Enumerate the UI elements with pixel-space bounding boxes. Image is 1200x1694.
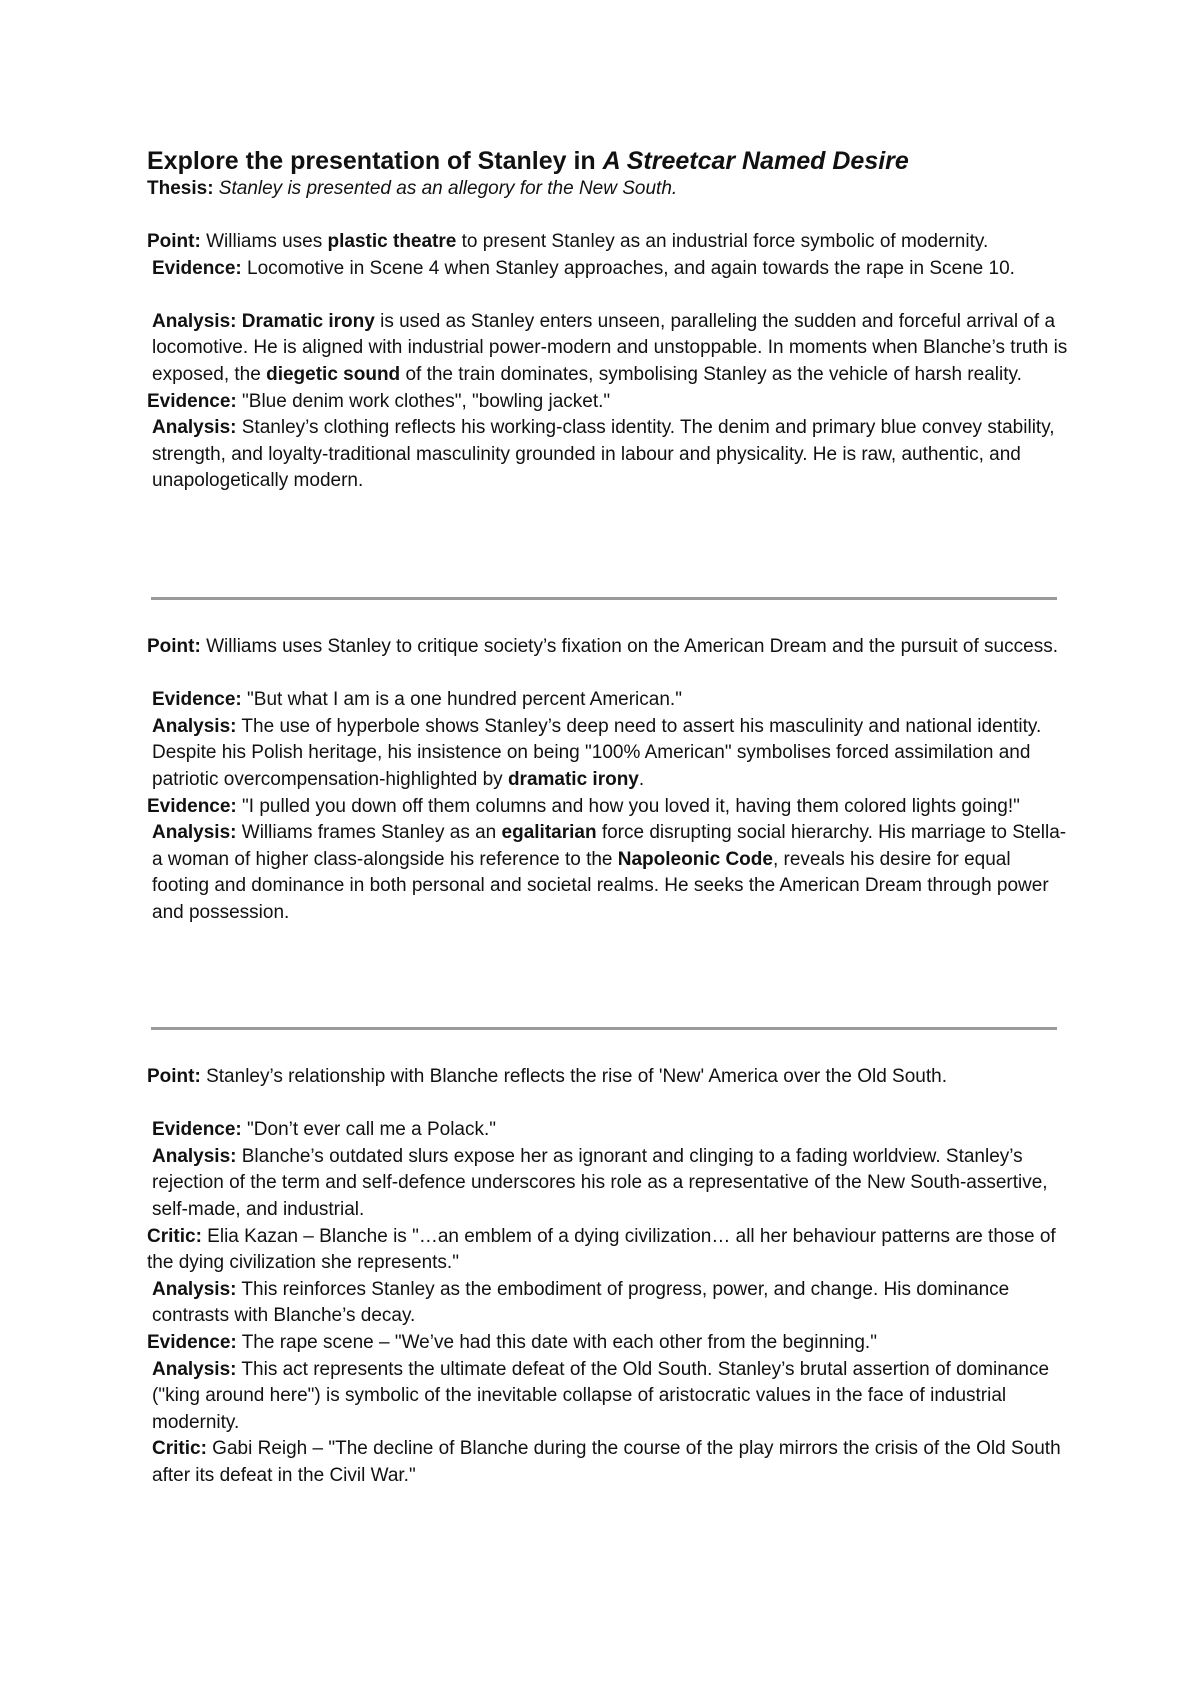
evidence-text: The rape scene – "We’ve had this date with each other from the beginning." xyxy=(236,1331,877,1353)
section3-analysis-3 xyxy=(147,1357,1068,1437)
section-divider xyxy=(151,597,1057,600)
section2-analysis-1 xyxy=(147,714,1068,794)
thesis-label: Thesis: xyxy=(147,178,214,199)
essay-title xyxy=(147,144,1077,178)
evidence-label: Evidence: xyxy=(152,1119,242,1141)
point-text: Stanley’s relationship with Blanche reflects the rise of 'New' America over the Old South. xyxy=(200,1066,947,1087)
analysis-label: Analysis: xyxy=(152,1145,237,1167)
analysis-text: . xyxy=(638,768,645,790)
analysis-text: force disrupting social hierarchy. His marriage to Stella-a woman of higher class-alongside his reference to the xyxy=(152,822,1067,870)
section-1 xyxy=(147,229,1068,495)
section-divider xyxy=(151,1027,1057,1030)
section3-evidence-2 xyxy=(147,1330,1068,1357)
analysis-label: Analysis: xyxy=(152,1358,237,1380)
evidence-label: Evidence: xyxy=(147,1331,237,1353)
evidence-text: "Don’t ever call me a Polack." xyxy=(241,1119,497,1141)
analysis-label: Analysis: xyxy=(152,417,237,439)
analysis-text: Stanley’s clothing reflects his working-class identity. The denim and primary blue convey stability, strength, and loyalty-traditional masculinity grounded in labour and physicality. He is raw, authentic, and unapologetically modern. xyxy=(152,417,1055,492)
section3-analysis-1 xyxy=(147,1144,1068,1224)
analysis-label: Analysis: xyxy=(152,1278,237,1300)
analysis-text: , reveals his desire for equal footing and dominance in both personal and societal realms. He seeks the American Dream through power and possession. xyxy=(152,848,1049,923)
critic-label: Critic: xyxy=(147,1225,202,1247)
analysis-text: of the train dominates, symbolising Stanley as the vehicle of harsh reality. xyxy=(400,363,1022,385)
point-label: Point: xyxy=(147,231,201,252)
analysis-text: Blanche’s outdated slurs expose her as ignorant and clinging to a fading worldview. Stanley’s rejection of the term and self-defence underscores his role as a representative of the New South-assertive, self-made, and industrial. xyxy=(152,1145,1048,1220)
analysis-bold-term: Napoleonic Code xyxy=(617,848,773,870)
thesis-text: Stanley is presented as an allegory for the New South. xyxy=(213,178,678,199)
section1-evidence-1 xyxy=(147,256,1068,283)
analysis-text: The use of hyperbole shows Stanley’s deep need to assert his masculinity and national identity. Despite his Polish heritage, his insistence on being "100% American" symbolises forced assimilation and patriotic overcompensation-highlighted by xyxy=(152,715,1042,790)
evidence-text: "Blue denim work clothes", "bowling jacket." xyxy=(236,390,611,412)
point-bold-term: plastic theatre xyxy=(327,231,457,252)
section1-evidence-2 xyxy=(147,389,1068,416)
analysis-label: Analysis: xyxy=(152,310,237,332)
evidence-text: "I pulled you down off them columns and how you loved it, having them colored lights going!" xyxy=(236,795,1020,817)
section1-point xyxy=(147,229,1068,256)
thesis-line xyxy=(147,176,1068,203)
point-text: Williams uses xyxy=(200,231,328,252)
critic-text: Elia Kazan – Blanche is "…an emblem of a dying civilization… all her behaviour patterns are those of the dying civilization she represents." xyxy=(147,1225,1056,1274)
section3-point xyxy=(147,1064,1068,1091)
analysis-label: Analysis: xyxy=(152,715,237,737)
evidence-text: "But what I am is a one hundred percent American." xyxy=(241,689,682,711)
analysis-bold-term: dramatic irony xyxy=(507,768,639,790)
analysis-text: Williams frames Stanley as an xyxy=(236,822,502,844)
evidence-label: Evidence: xyxy=(152,257,242,279)
analysis-text: This reinforces Stanley as the embodiment of progress, power, and change. His dominance contrasts with Blanche’s decay. xyxy=(152,1278,1010,1327)
critic-text: Gabi Reigh – "The decline of Blanche during the course of the play mirrors the crisis of the Old South after its defeat in the Civil War." xyxy=(152,1438,1061,1486)
analysis-bold-term: egalitarian xyxy=(501,822,597,844)
section-2 xyxy=(147,634,1068,927)
evidence-label: Evidence: xyxy=(147,390,237,412)
point-text: to present Stanley as an industrial force symbolic of modernity. xyxy=(456,231,989,252)
analysis-bold-term: diegetic sound xyxy=(266,363,401,385)
analysis-label: Analysis: xyxy=(152,822,237,844)
section3-analysis-2 xyxy=(147,1277,1068,1330)
title-prefix: Explore the presentation of Stanley in xyxy=(147,147,603,175)
point-label: Point: xyxy=(147,636,201,657)
evidence-text: Locomotive in Scene 4 when Stanley approaches, and again towards the rape in Scene 10. xyxy=(241,257,1015,279)
section2-point xyxy=(147,634,1068,661)
section-3 xyxy=(147,1064,1068,1490)
evidence-label: Evidence: xyxy=(152,689,242,711)
section3-critic-2 xyxy=(147,1436,1068,1489)
analysis-text: is used as Stanley enters unseen, paralleling the sudden and forceful arrival of a locomotive. He is aligned with industrial power-modern and unstoppable. In moments when Blanche’s truth is exposed, the xyxy=(152,310,1068,385)
section2-evidence-1 xyxy=(147,687,1068,714)
section2-evidence-2 xyxy=(147,794,1068,821)
analysis-text: This act represents the ultimate defeat of the Old South. Stanley’s brutal assertion of dominance ("king around here") is symbolic of the inevitable collapse of aristocratic values in the face of industrial modernity. xyxy=(152,1358,1050,1433)
analysis-bold-term: Dramatic irony xyxy=(241,310,375,332)
evidence-label: Evidence: xyxy=(147,795,237,817)
section1-analysis-2 xyxy=(147,415,1068,495)
section2-analysis-2 xyxy=(147,820,1068,926)
section3-critic-1 xyxy=(147,1224,1068,1277)
section1-analysis-1 xyxy=(147,309,1068,389)
section3-evidence-1 xyxy=(147,1117,1068,1144)
title-work: A Streetcar Named Desire xyxy=(602,147,909,175)
critic-label: Critic: xyxy=(152,1438,207,1460)
point-label: Point: xyxy=(147,1066,201,1087)
point-text: Williams uses Stanley to critique society’s fixation on the American Dream and the pursuit of success. xyxy=(200,636,1058,657)
